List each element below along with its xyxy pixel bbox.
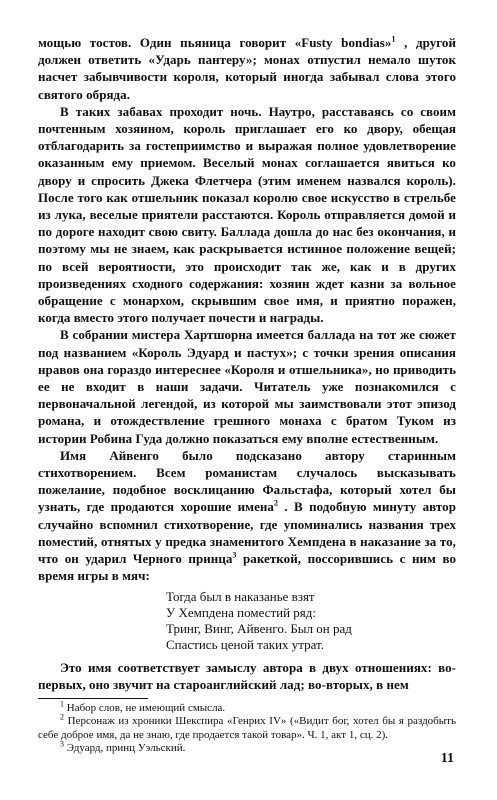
paragraph-1: мощью тостов. Один пьяница говорит «Fusty bondias»$^1$ , другой должен ответить «Ударь пантеру»; монах отпустил немало шуток насчет забывчивости короля, который иногда забывал слова этого святого обряда. [38,34,456,102]
paragraph-4: Имя Айвенго было подсказано автору старинным стихотворением. Всем романистам случалось высказывать пожелание, подобное восклицанию Фальстафа, который хотел бы узнать, где продаются хорошие имена$^2$ . В подобную минуту автор случайно вспомнил стихотворение, где упоминались названия трех поместий, отнятых у предка знаменитого Хемпдена в наказание за то, что он ударил Черного принца$^3$ ракеткой, поссорившись с ним во время игры в мяч: [38,447,456,584]
paragraph-3: В собрании мистера Хартшорна имеется баллада на тот же сюжет под названием «Король Эдуард и пастух»; с точки зрения описания нравов она гораздо интереснее «Короля и отшельника», но приводить ее не входит в наши задачи. Читатель уже познакомился с первоначальной легендой, из которой мы заимствовали этот эпизод романа, и отождествление грешного монаха с братом Туком из истории Робина Гуда должно показаться ему вполне естественным. [38,327,456,446]
footnote-1 [38,699,456,716]
footnote-ref: 3 [232,550,237,560]
poem-line: Тринг, Винг, Айвенго. Был он рад [166,620,352,636]
footnote-mark: 2 [60,712,64,722]
footnote-ref: 2 [273,499,279,509]
paragraph-2: В таких забавах проходит ночь. Наутро, расставаясь со своим почтенным хозяином, король приглашает его ко двору, обещая отблагодарить за гостеприимство и выражая полное удовлетворение оказанным ему приемом. Веселый монах соглашается явиться ко двору и спросить Джека Флетчера (этим именем назвался король). После того как отшельник показал королю свое искусство в стрельбе из лука, веселые приятели расстаются. Король отправляется домой и по дороге находит свою свиту. Баллада дошла до нас без окончания, и поэтому мы не знаем, как раскрывается истинное положение вещей; по всей вероятности, это происходит так же, как и в других произведениях сходного содержания: хозяин ждет казни за вольное обращение с монархом, скрывшим свое имя, и приятно поражен, когда вместо этого получает почести и награды. [38,103,456,326]
footnote-mark: 3 [60,739,64,749]
poem-line: Спастись ценой таких утрат. [166,636,325,652]
footnote-text: Персонаж из хроники Шекспира «Генрих IV» («Видит бог, хотел бы я раздобыть себе доброе имя, да не знаю, где продается такой товар». Ч. 1, акт 1, сц. 2). [38,715,456,741]
footnote-mark: 1 [60,699,64,709]
page-number: 11 [440,751,454,766]
paragraph-5: Это имя соответствует замыслу автора в двух отношениях: во-первых, оно звучит на староанглийский лад; во-вторых, в нем [38,659,456,692]
footnote-ref: 1 [391,34,396,44]
footnote-3 [38,739,456,756]
footnote-text: Эдуард, принц Уэльский. [66,742,186,755]
text-body [38,34,456,756]
footnote-rule [38,698,148,699]
poem-line: У Хемпдена поместий ряд: [166,604,317,620]
footnote-text: Набор слов, не имеющий смысла. [66,701,226,714]
poem [166,589,456,653]
poem-line: Тогда был в наказанье взят [166,588,315,604]
footnote-2 [38,712,456,742]
